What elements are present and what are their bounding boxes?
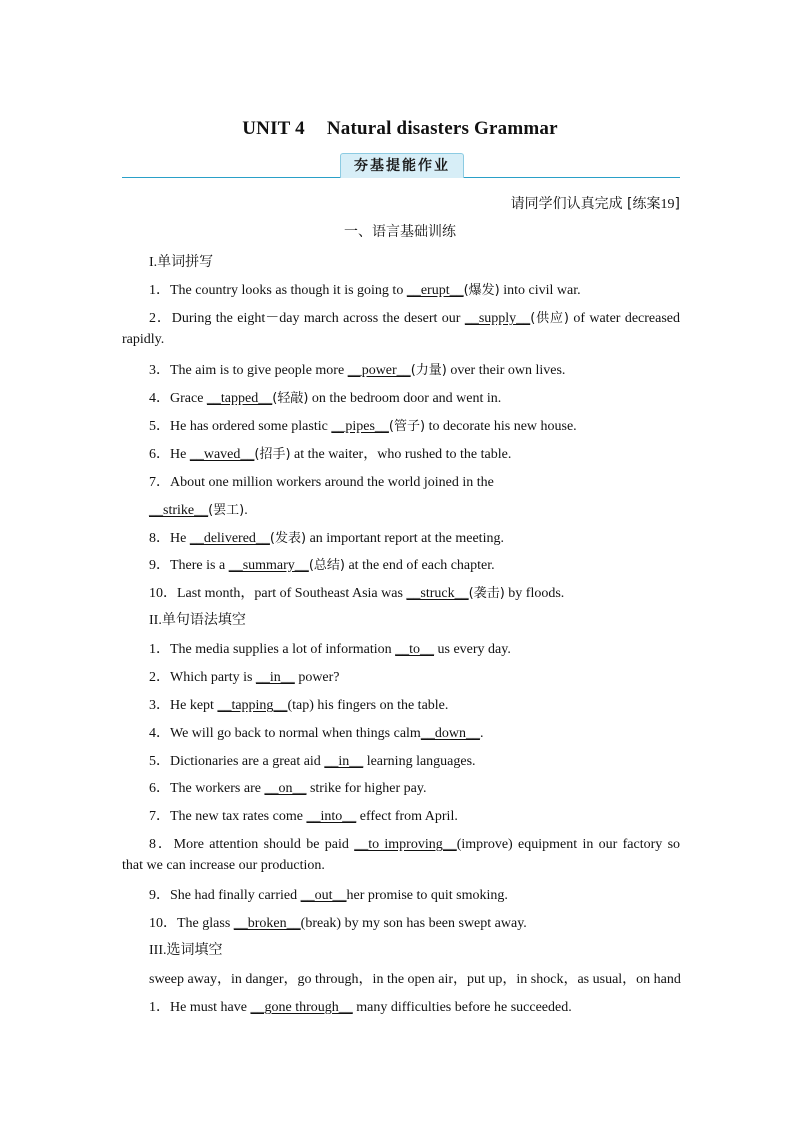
item-number: 10．	[149, 916, 177, 931]
item-text: The glass	[177, 916, 234, 931]
item-text: many difficulties before he succeeded.	[352, 1000, 572, 1015]
p2-item-4	[149, 722, 483, 742]
p1-item-4	[149, 387, 501, 407]
p2-item-10	[149, 912, 527, 932]
item-text: Which party is	[170, 670, 256, 685]
item-number: 1．	[149, 642, 170, 657]
chinese-hint: (力量)	[410, 363, 447, 378]
item-text: learning languages.	[363, 754, 476, 769]
item-text: effect from April.	[356, 809, 458, 824]
item-text: (improve) equipment in our factory so	[456, 837, 681, 852]
answer-blank: __broken__	[233, 916, 301, 931]
item-number: 6．	[149, 447, 170, 462]
part2-heading-text: 单句语法填空	[161, 612, 246, 628]
answer-blank: __power__	[347, 363, 411, 378]
chinese-hint: (袭击)	[468, 586, 505, 601]
part1-heading-text: 单词拼写	[157, 254, 214, 270]
item-text: .	[244, 503, 248, 518]
answer-blank: __erupt__	[406, 283, 464, 298]
item-text: The workers are	[170, 781, 265, 796]
p2-item-2	[149, 666, 340, 686]
item-text: More attention should be paid	[173, 837, 355, 852]
p1-item-6	[149, 443, 511, 463]
p2-item-1	[149, 638, 511, 658]
p2-item-8-continued: that we can increase our production.	[122, 858, 325, 873]
ref-prefix: 请同学们认真完成 [练案	[510, 196, 661, 212]
item-number: 1．	[149, 1000, 170, 1015]
item-text: He	[170, 447, 190, 462]
answer-blank: __to improving__	[354, 837, 457, 852]
part2-roman: II.	[149, 613, 162, 628]
p1-item-3	[149, 359, 565, 379]
chinese-hint: (管子)	[388, 419, 426, 434]
ref-suffix: ]	[674, 196, 680, 212]
answer-blank: __supply__	[464, 311, 531, 326]
exercise-reference	[511, 193, 680, 213]
item-number: 8．	[149, 531, 170, 546]
item-number: 7．	[149, 475, 170, 490]
answer-blank: __waved__	[189, 447, 255, 462]
item-text: The media supplies a lot of information	[170, 642, 396, 657]
p2-item-8	[149, 833, 680, 853]
answer-blank: __down__	[420, 726, 480, 741]
part3-roman: III.	[149, 943, 167, 958]
item-text: She had finally carried	[170, 888, 301, 903]
item-text: (tap) his fingers on the table.	[287, 698, 449, 713]
part3-heading-text: 选词填空	[166, 942, 223, 958]
answer-blank: __summary__	[228, 558, 309, 573]
item-number: 7．	[149, 809, 170, 824]
part3-heading	[149, 939, 223, 959]
item-text: on the bedroom door and went in.	[308, 391, 502, 406]
item-text: .	[479, 726, 484, 741]
item-text: her promise to quit smoking.	[346, 888, 508, 903]
p2-item-6	[149, 777, 426, 797]
answer-blank: __gone through__	[250, 1000, 353, 1015]
topic-label: Natural disasters Grammar	[326, 118, 558, 139]
part1-heading	[149, 251, 213, 271]
item-text: We will go back to normal when things calm	[170, 726, 421, 741]
p1-item-2	[149, 307, 680, 327]
item-text: power?	[294, 670, 340, 685]
p1-item-7-continued	[149, 499, 248, 519]
item-text: over their own lives.	[446, 363, 566, 378]
answer-blank: __tapping__	[217, 698, 288, 713]
item-number: 6．	[149, 781, 170, 796]
item-text: He	[170, 531, 190, 546]
ref-number: 19	[660, 197, 675, 212]
answer-blank: __pipes__	[331, 419, 389, 434]
item-number: 2．	[149, 670, 170, 685]
chinese-hint: (招手)	[254, 447, 291, 462]
item-text: He kept	[170, 698, 218, 713]
item-number: 5．	[149, 419, 170, 434]
item-text: of water decreased	[568, 311, 680, 326]
p1-item-9	[149, 554, 495, 574]
item-number: 10．	[149, 586, 177, 601]
answer-blank: __out__	[300, 888, 347, 903]
item-number: 9．	[149, 888, 170, 903]
item-text: at the end of each chapter.	[344, 558, 495, 573]
chinese-hint: (爆发)	[463, 283, 500, 298]
p1-item-7	[149, 471, 494, 491]
p3-item-1	[149, 996, 572, 1016]
answer-blank: __in__	[255, 670, 295, 685]
item-text: During the eight－day march across the desert our	[171, 311, 465, 326]
section-title: 一、语言基础训练	[344, 224, 456, 240]
item-number: 2．	[149, 311, 172, 326]
item-text: Last month，part of Southeast Asia was	[177, 586, 407, 601]
chinese-hint: (轻敲)	[272, 391, 309, 406]
item-text: an important report at the meeting.	[306, 531, 504, 546]
page-title	[0, 118, 800, 140]
item-number: 3．	[149, 698, 170, 713]
p1-item-8	[149, 527, 504, 547]
item-text: The aim is to give people more	[170, 363, 348, 378]
chinese-hint: (罢工)	[208, 503, 245, 518]
p1-item-2-continued: rapidly.	[122, 332, 165, 347]
answer-blank: __to__	[395, 642, 435, 657]
item-number: 4．	[149, 391, 170, 406]
item-text: at the waiter，who rushed to the table.	[290, 447, 512, 462]
part1-roman: I.	[149, 255, 158, 270]
item-text: There is a	[170, 558, 229, 573]
item-text: Dictionaries are a great aid	[170, 754, 325, 769]
item-text: strike for higher pay.	[306, 781, 427, 796]
chinese-hint: (发表)	[269, 531, 307, 546]
item-text: The new tax rates come	[170, 809, 307, 824]
p2-item-5	[149, 750, 476, 770]
unit-label: UNIT 4	[242, 118, 305, 139]
item-text: Grace	[170, 391, 207, 406]
answer-blank: __in__	[324, 754, 364, 769]
item-number: 4．	[149, 726, 170, 741]
p1-item-5	[149, 415, 577, 435]
p2-item-7	[149, 805, 458, 825]
answer-blank: __struck__	[406, 586, 469, 601]
item-text: by floods.	[504, 586, 565, 601]
p1-item-10	[149, 582, 564, 602]
answer-blank: __strike__	[149, 503, 209, 518]
item-text: About one million workers around the world joined in the	[170, 475, 494, 490]
answer-blank: __into__	[306, 809, 357, 824]
item-text: The country looks as though it is going to	[170, 283, 407, 298]
item-text: to decorate his new house.	[425, 419, 577, 434]
word-bank: sweep away，in danger，go through，in the open air，put up，in shock，as usual，on hand	[149, 972, 681, 987]
item-text: us every day.	[434, 642, 511, 657]
item-number: 5．	[149, 754, 170, 769]
part2-heading	[149, 609, 246, 629]
section-banner: 夯基提能作业	[340, 153, 464, 178]
item-number: 3．	[149, 363, 170, 378]
p2-item-9	[149, 884, 508, 904]
answer-blank: __delivered__	[189, 531, 270, 546]
p1-item-1	[149, 279, 581, 299]
item-text: He has ordered some plastic	[170, 419, 332, 434]
item-number: 8．	[149, 837, 174, 852]
chinese-hint: (供应)	[530, 311, 569, 326]
answer-blank: __tapped__	[206, 391, 273, 406]
item-text: He must have	[170, 1000, 251, 1015]
p2-item-3	[149, 694, 448, 714]
item-number: 1．	[149, 283, 170, 298]
chinese-hint: (总结)	[308, 558, 345, 573]
item-text: into civil war.	[499, 283, 581, 298]
answer-blank: __on__	[264, 781, 307, 796]
item-text: (break) by my son has been swept away.	[300, 916, 527, 931]
item-number: 9．	[149, 558, 170, 573]
